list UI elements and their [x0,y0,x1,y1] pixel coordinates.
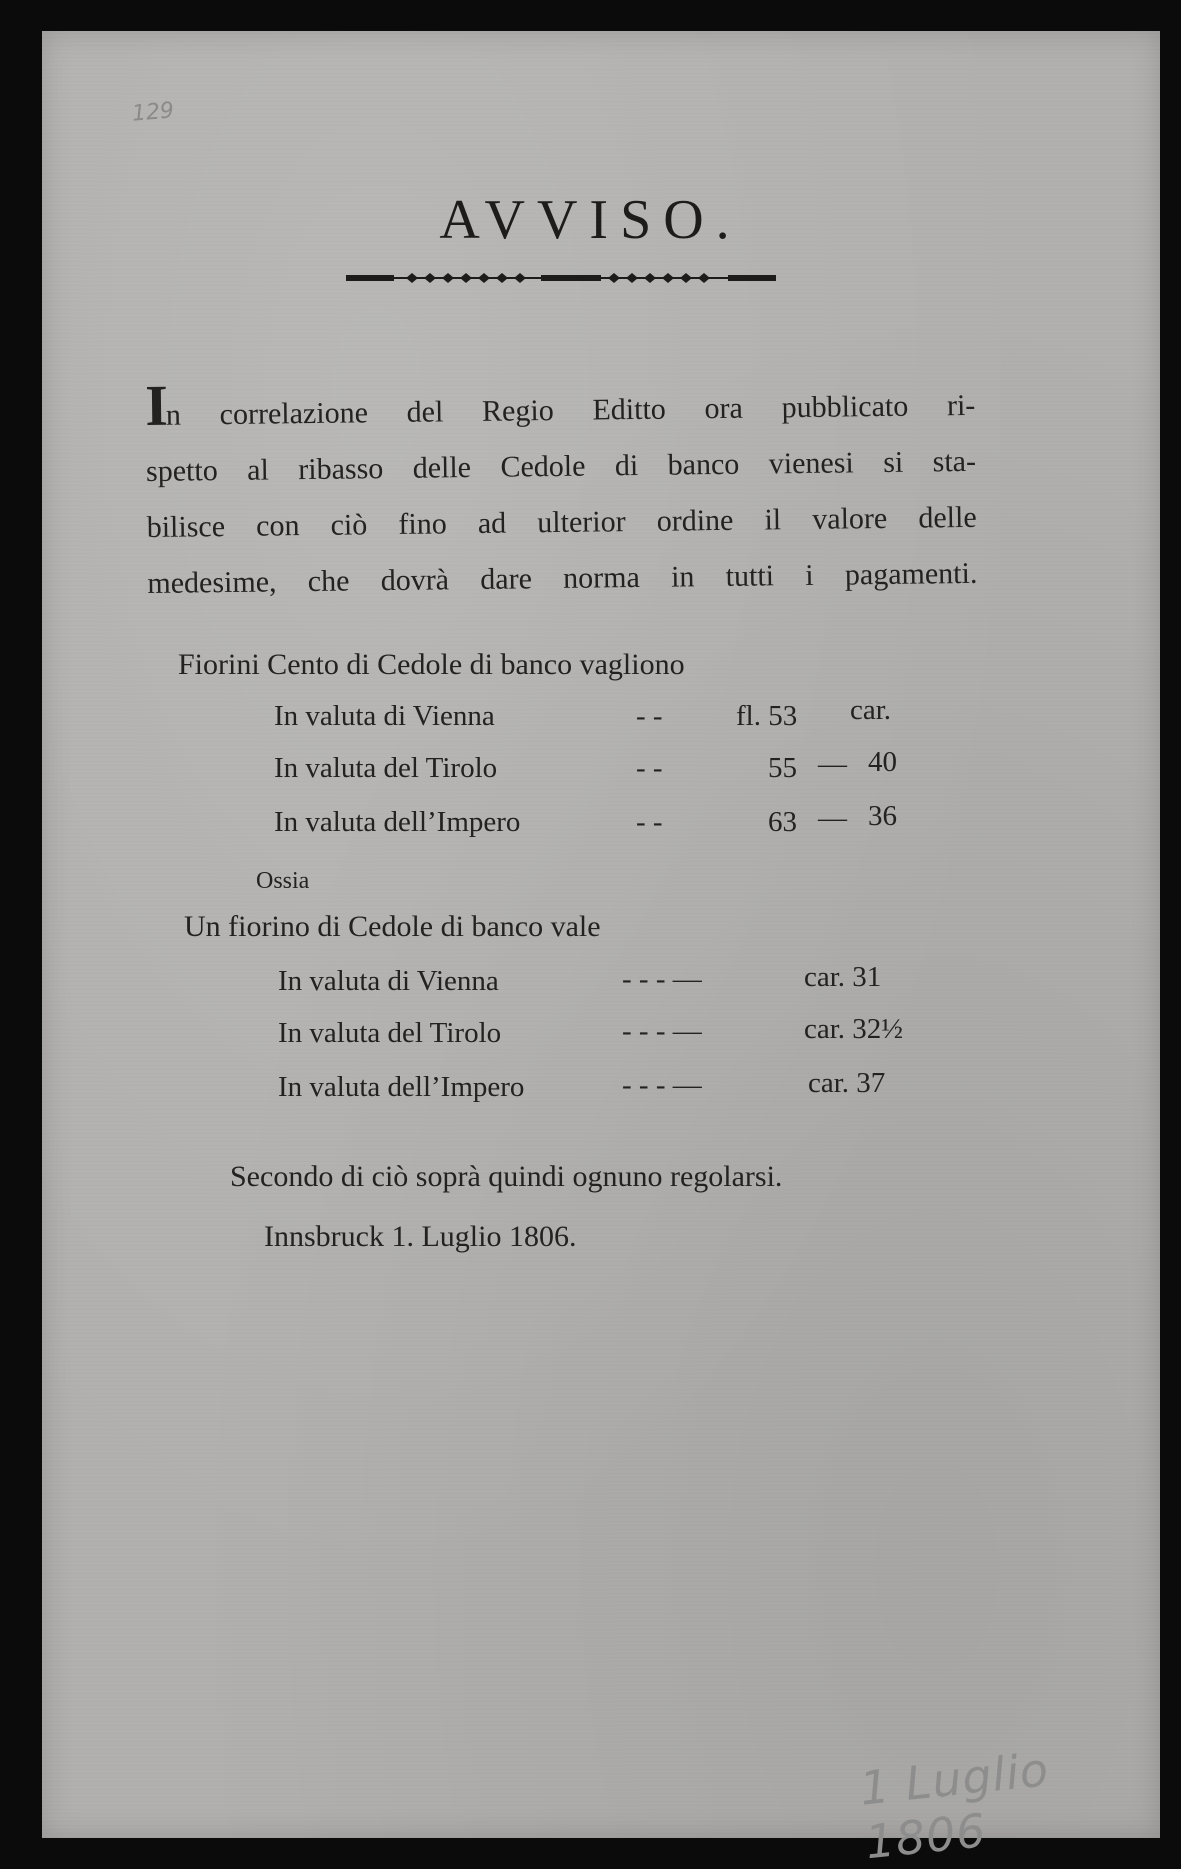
section1-row-value: fl. 53 [736,700,798,732]
section1-row-dashes: - - [636,752,663,784]
section1-row-value: 40 [868,746,897,778]
section2-row-label: In valuta di Vienna [278,965,499,997]
body-line: medesime, che dovrà dare norma in tutti i pagamenti. [147,556,978,600]
ornamental-rule [346,268,776,288]
drop-cap: I [144,372,167,438]
body-paragraph [144,372,978,612]
section2-row-dashes: - - - — [622,1015,702,1047]
section1-row-label: In valuta del Tirolo [274,752,498,784]
page-title: AVVISO. [439,189,742,251]
section1-row-sep: — [818,748,847,780]
section2-row-label: In valuta del Tirolo [278,1017,502,1049]
ossia-label: Ossia [256,868,310,894]
handwritten-date: 1 Luglio 1806 [857,1742,1052,1869]
section1-row-label: In valuta di Vienna [274,700,495,732]
place-date: Innsbruck 1. Luglio 1806. [264,1220,577,1253]
section2-row-dashes: - - - — [622,963,702,995]
section1-row-value: 63 [768,806,797,838]
archive-number: 129 [130,98,176,127]
section1-row-dashes: - - [636,700,663,732]
section2-row-value: car. 32½ [804,1013,904,1045]
body-line: spetto al ribasso delle Cedole di banco vienesi si sta- [145,444,977,488]
section1-heading: Fiorini Cento di Cedole di banco vagliono [178,648,685,681]
section2-heading: Un fiorino di Cedole di banco vale [184,910,601,943]
section2-row-dashes: - - - — [622,1069,702,1101]
body-line: bilisce con ciò fino ad ulterior ordine il valore delle [146,500,977,544]
section1-row-value: 55 [768,752,797,784]
section2-row-value: car. 31 [804,961,882,993]
section2-row-label: In valuta dell’Impero [278,1071,525,1103]
body-line: In correlazione del Regio Editto ora pubblicato ri- [144,372,976,438]
section1-row-label: In valuta dell’Impero [274,806,521,838]
section2-row-value: car. 37 [808,1067,886,1099]
closing-line: Secondo di ciò soprà quindi ognuno regolarsi. [230,1160,783,1193]
section1-row-dashes: - - [636,806,663,838]
section1-row-unit: car. [850,694,892,726]
section1-row-sep: — [818,802,847,834]
section1-row-value: 36 [868,800,897,832]
